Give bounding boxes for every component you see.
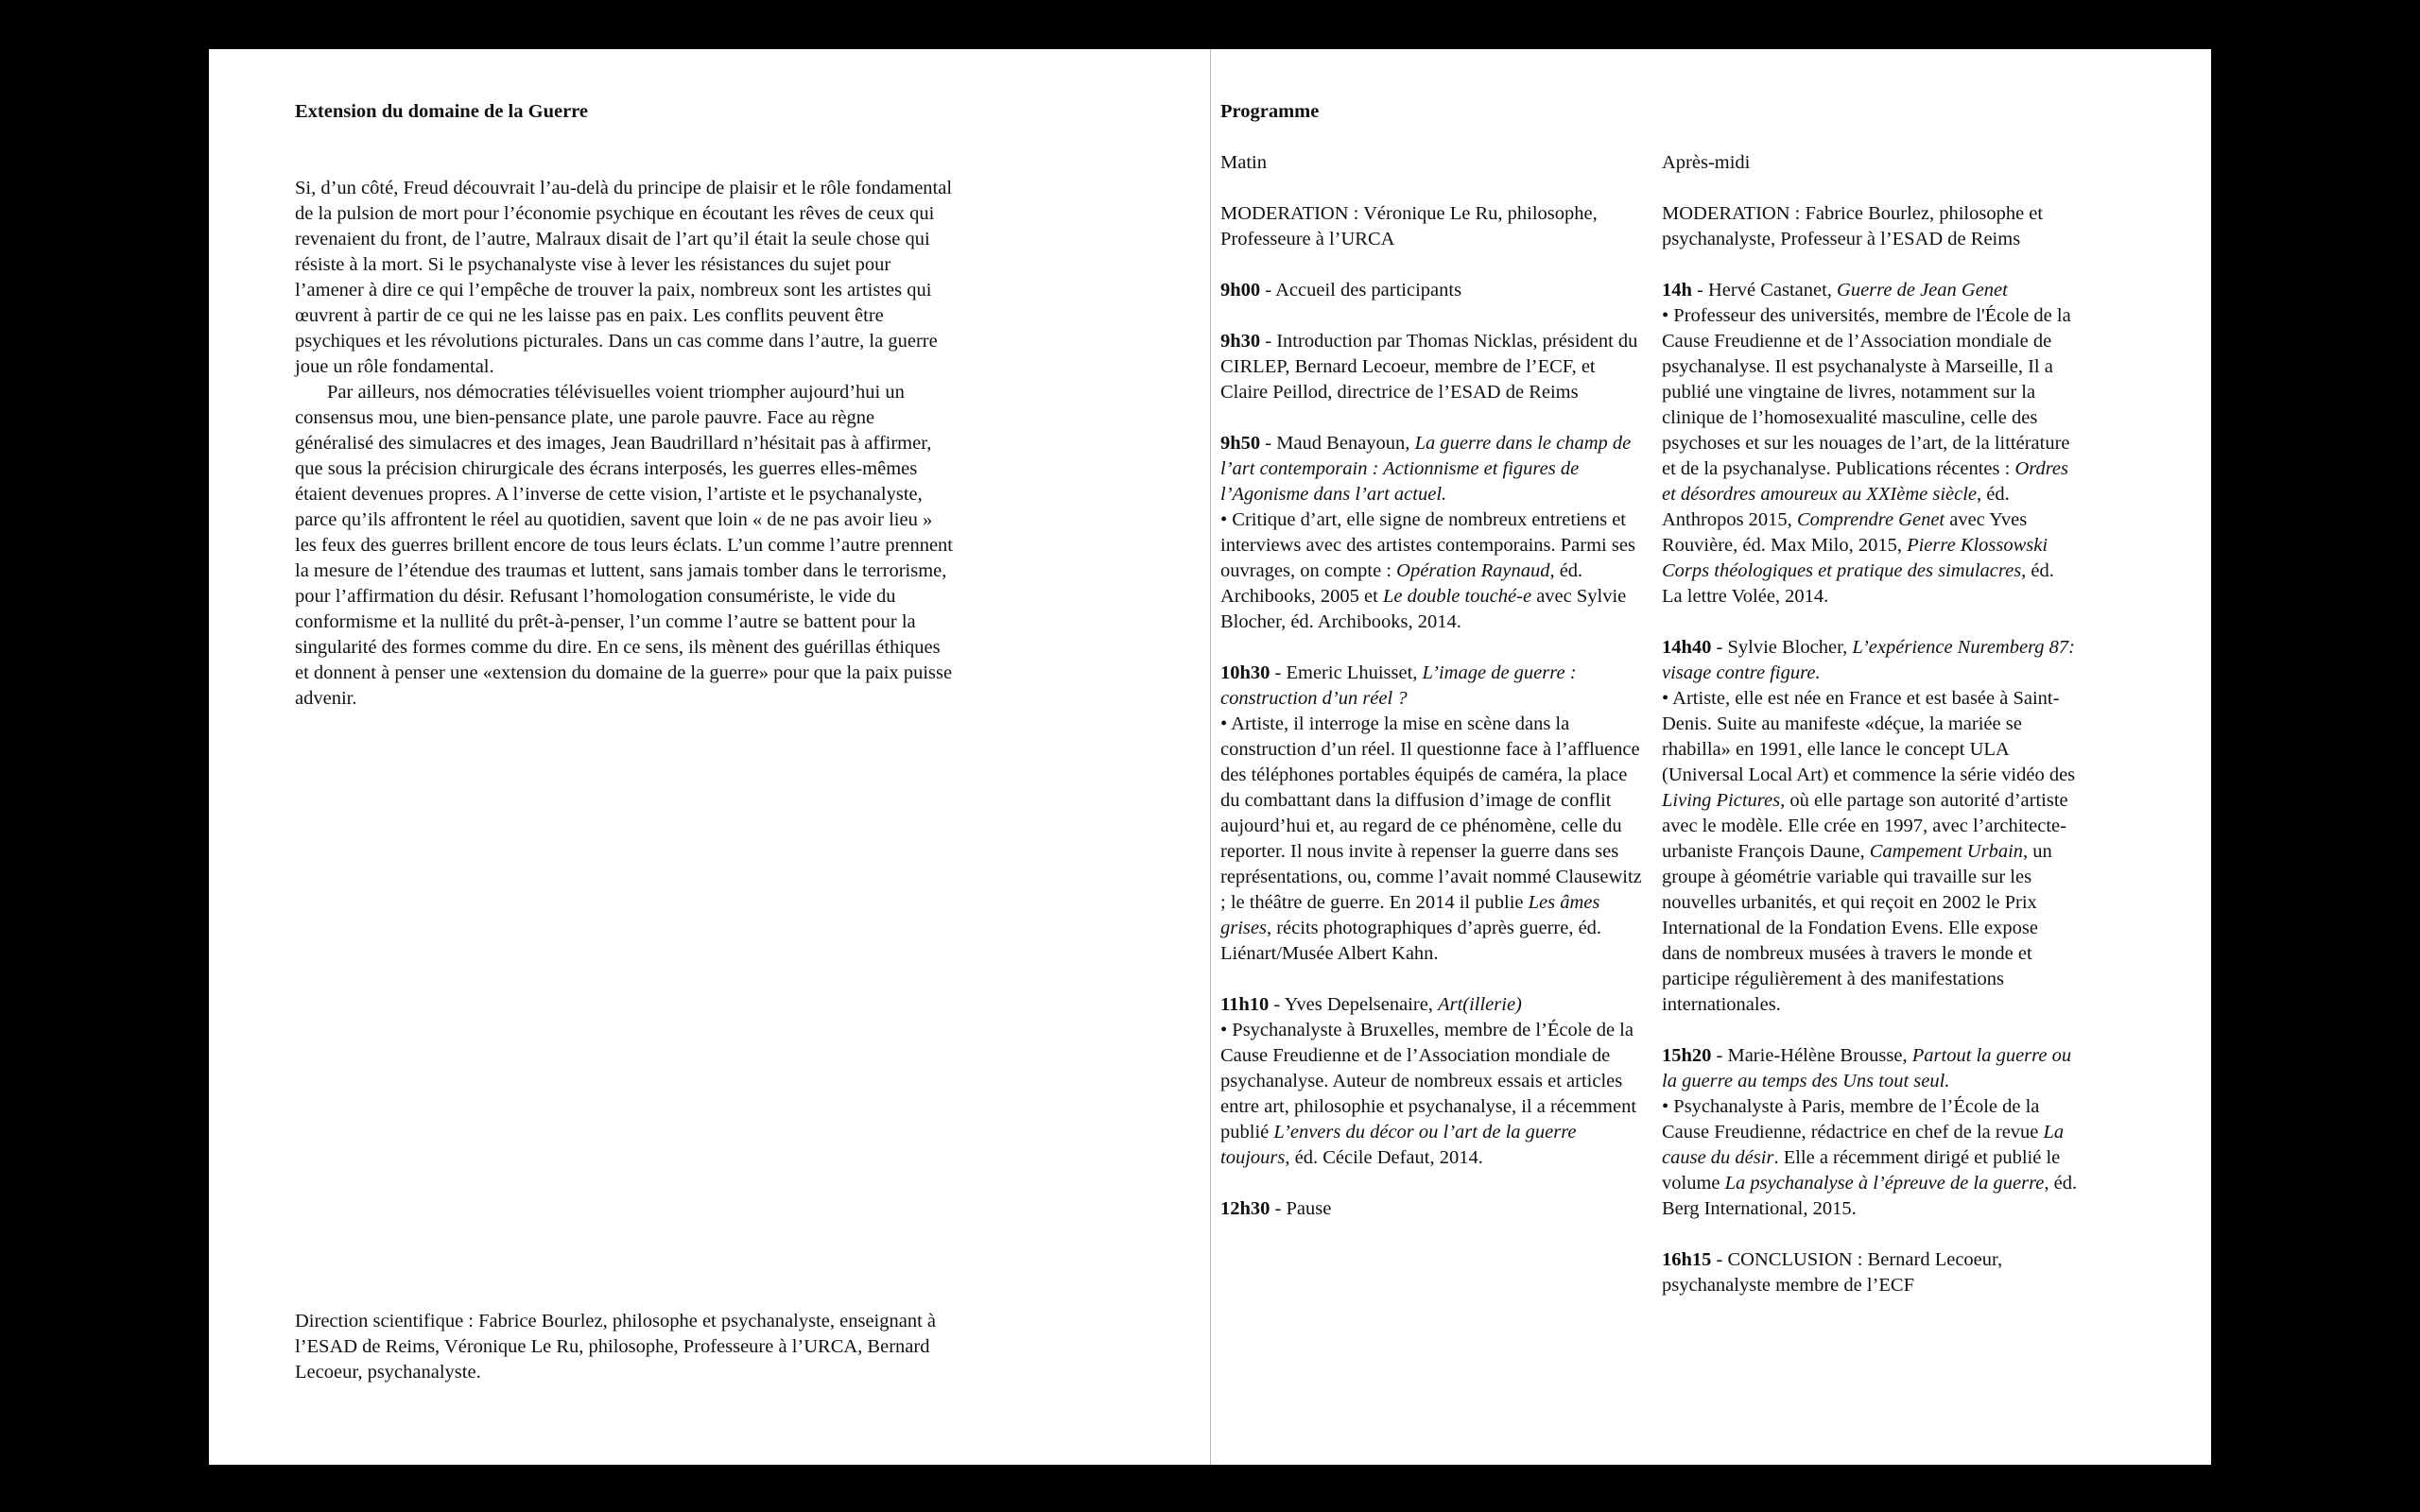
- afternoon-heading: Après-midi: [1662, 152, 1751, 173]
- intro-text: [295, 176, 957, 712]
- session-item: [1662, 1043, 2078, 1222]
- bio-text: , un groupe à géométrie variable qui travaille sur les nouvelles urbanités, et qui reçoit en 2002 le Prix International de la Fondation Evens. Elle expose dans de nombreux musées à travers le monde et participe régulièrement à des manifestations internationales.: [1662, 841, 2052, 1015]
- session-time: 9h00: [1220, 280, 1261, 301]
- session-separator: -: [1270, 1198, 1287, 1219]
- session-separator: -: [1269, 994, 1285, 1015]
- session-separator: -: [1270, 662, 1287, 683]
- session-bio: [1662, 686, 2078, 1018]
- bio-italic: Ordres et désordres amoureux au XXIème siècle: [1662, 458, 2069, 505]
- session-time: 12h30: [1220, 1198, 1270, 1219]
- page-title: Extension du domaine de la Guerre: [295, 101, 588, 122]
- bio-text: . Elle a récemment dirigé et publié le volume: [1662, 1147, 2061, 1194]
- morning-column: [1220, 150, 1646, 1247]
- session-time: 14h40: [1662, 637, 1712, 658]
- bio-text: • Critique d’art, elle signe de nombreux entretiens et interviews avec des artistes contemporains. Parmi ses ouvrages, on compte :: [1220, 509, 1635, 581]
- session-item: [1220, 329, 1646, 405]
- session-separator: -: [1260, 433, 1277, 454]
- left-page: [209, 49, 1210, 1465]
- bio-text: • Artiste, elle est née en France et est basée à Saint-Denis. Suite au manifeste «déçue, la mariée se rhabilla» en 1991, elle lance le concept ULA (Universal Local Art) et commence la série vidéo des: [1662, 688, 2076, 785]
- bio-text: , éd. Anthropos 2015,: [1662, 484, 2010, 530]
- session-separator: -: [1691, 280, 1708, 301]
- session-bio: [1662, 1094, 2078, 1222]
- session-speaker: Hervé Castanet,: [1707, 280, 1838, 301]
- session-time: 15h20: [1662, 1045, 1712, 1066]
- session-speaker: Sylvie Blocher,: [1727, 637, 1853, 658]
- session-time: 9h50: [1220, 433, 1261, 454]
- bio-italic: Campement Urbain: [1869, 841, 2024, 862]
- session-bio: [1220, 712, 1646, 967]
- session-time: 9h30: [1220, 331, 1261, 352]
- afternoon-sessions: [1662, 278, 2078, 1298]
- bio-text: • Artiste, il interroge la mise en scène dans la construction d’un réel. Il questionne face à l’affluence des téléphones portables équipés de caméra, la place du combattant dans la diffusion d’image de conflit aujourd’hui et, au regard de ce phénomène, celle du reporter. Il nous invite à repenser la guerre dans ses représentations, ou, comme l’avait nommé Clausewitz ; le théâtre de guerre. En 2014 il publie: [1220, 713, 1642, 913]
- session-speaker: Pause: [1286, 1198, 1332, 1219]
- bio-italic: Les âmes grises: [1220, 892, 1600, 938]
- right-page: [1211, 49, 2211, 1465]
- session-separator: -: [1260, 331, 1277, 352]
- session-item: [1662, 1247, 2078, 1298]
- bio-italic: Comprendre Genet: [1796, 509, 1945, 530]
- session-speaker: Introduction par Thomas Nicklas, président du CIRLEP, Bernard Lecoeur, membre de l’ECF, et Claire Peillod, directrice de l’ESAD de Reims: [1220, 331, 1638, 403]
- scientific-direction: Direction scientifique : Fabrice Bourlez, philosophe et psychanalyste, enseignant à l’ESAD de Reims, Véronique Le Ru, philosophe, Professeure à l’URCA, Bernard Lecoeur, psychanalyste.: [295, 1311, 937, 1383]
- session-separator: -: [1711, 1249, 1728, 1270]
- programme-title: Programme: [1220, 101, 1320, 122]
- session-item: [1220, 661, 1646, 967]
- bio-italic: Living Pictures: [1662, 790, 1781, 811]
- bio-text: , éd. Berg International, 2015.: [1662, 1173, 2078, 1219]
- bio-italic: L’envers du décor ou l’art de la guerre toujours: [1220, 1122, 1577, 1168]
- session-time: 16h15: [1662, 1249, 1712, 1270]
- session-speaker: Yves Depelsenaire,: [1284, 994, 1439, 1015]
- session-bio: [1220, 507, 1646, 635]
- session-item: [1662, 278, 2078, 610]
- session-speaker: CONCLUSION : Bernard Lecoeur, psychanalyste membre de l’ECF: [1662, 1249, 2003, 1296]
- bio-italic: Opération Raynaud: [1396, 560, 1550, 581]
- brochure-spread: [209, 49, 2211, 1465]
- morning-sessions: [1220, 278, 1646, 1222]
- session-speaker: Maud Benayoun,: [1276, 433, 1415, 454]
- bio-text: , récits photographiques d’après guerre, éd. Liénart/Musée Albert Kahn.: [1220, 918, 1602, 964]
- session-time: 14h: [1662, 280, 1692, 301]
- bio-text: avec Yves Rouvière, éd. Max Milo, 2015,: [1662, 509, 2028, 556]
- session-item: [1220, 278, 1646, 303]
- session-talk-title: L’expérience Nuremberg 87: visage contre figure.: [1662, 637, 2075, 683]
- session-item: [1662, 635, 2078, 1018]
- session-speaker: Marie-Hélène Brousse,: [1727, 1045, 1912, 1066]
- bio-text: , éd. Cécile Defaut, 2014.: [1285, 1147, 1483, 1168]
- session-item: [1220, 431, 1646, 635]
- session-separator: -: [1711, 637, 1728, 658]
- bio-text: avec Sylvie Blocher, éd. Archibooks, 2014.: [1220, 586, 1627, 632]
- session-talk-title: Guerre de Jean Genet: [1837, 280, 2008, 301]
- session-item: [1220, 992, 1646, 1171]
- session-talk-title: Partout la guerre ou la guerre au temps des Uns tout seul.: [1662, 1045, 2072, 1091]
- bio-italic: La psychanalyse à l’épreuve de la guerre: [1724, 1173, 2045, 1194]
- session-bio: [1220, 1018, 1646, 1171]
- session-time: 11h10: [1220, 994, 1270, 1015]
- afternoon-moderation: MODERATION : Fabrice Bourlez, philosophe et psychanalyste, Professeur à l’ESAD de Reims: [1662, 203, 2044, 249]
- session-talk-title: L’image de guerre : construction d’un réel ?: [1220, 662, 1577, 709]
- bio-text: • Professeur des universités, membre de l'École de la Cause Freudienne et de l’Association mondiale de psychanalyse. Il est psychanalyste à Marseille, Il a publié une vingtaine de livres, notamment sur la clinique de l’homosexualité masculine, celle des psychoses et sur les nouages de l’art, de la littérature et de la psychanalyse. Publications récentes :: [1662, 305, 2071, 479]
- session-separator: -: [1711, 1045, 1728, 1066]
- session-talk-title: La guerre dans le champ de l’art contemporain : Actionnisme et figures de l’Agonisme dans l’art actuel.: [1220, 433, 1632, 505]
- morning-moderation: MODERATION : Véronique Le Ru, philosophe, Professeure à l’URCA: [1220, 203, 1598, 249]
- bio-text: , éd. La lettre Volée, 2014.: [1662, 560, 2054, 607]
- session-speaker: Accueil des participants: [1275, 280, 1462, 301]
- session-talk-title: Art(illerie): [1438, 994, 1522, 1015]
- bio-text: • Psychanalyste à Paris, membre de l’École de la Cause Freudienne, rédactrice en chef de la revue: [1662, 1096, 2044, 1143]
- bio-italic: Le double touché-e: [1382, 586, 1532, 607]
- session-item: [1220, 1196, 1646, 1222]
- intro-paragraph: Par ailleurs, nos démocraties télévisuelles voient triompher aujourd’hui un consensus mou, une bien-pensance plate, une parole pauvre. Face au règne généralisé des simulacres et des images, Jean Baudrillard n’hésitait pas à affirmer, que sous la précision chirurgicale des écrans interposés, les guerres elles-mêmes étaient devenues propres. A l’inverse de cette vision, l’artiste et le psychanalyste, parce qu’ils affrontent le réel au quotidien, savent que loin « de ne pas avoir lieu » les feux des guerres brillent encore de tous leurs éclats. L’un comme l’autre prennent la mesure de l’étendue des traumas et luttent, sans jamais tomber dans le terrorisme, pour l’affirmation du désir. Refusant l’homologation consumériste, le vide du conformisme et la nullité du prêt-à-penser, l’un comme l’autre se battent pour la singularité des formes comme du dire. En ce sens, ils mènent des guérillas éthiques et donnent à penser une «extension du domaine de la guerre» pour que la paix puisse advenir.: [295, 382, 953, 709]
- bio-text: • Psychanalyste à Bruxelles, membre de l’École de la Cause Freudienne et de l’Association mondiale de psychanalyse. Auteur de nombreux essais et articles entre art, philosophie et psychanalyse, il a récemment publié: [1220, 1020, 1637, 1143]
- intro-paragraph: Si, d’un côté, Freud découvrait l’au-delà du principe de plaisir et le rôle fondamental de la pulsion de mort pour l’économie psychique en écoutant les rêves de ceux qui revenaient du front, de l’autre, Malraux disait de l’art qu’il était la seule chose qui résiste à la mort. Si le psychanalyste vise à lever les résistances du sujet pour l’amener à dire ce qui l’empêche de trouver la paix, nombreux sont les artistes qui œuvrent à partir de ce qui ne les laisse pas en paix. Les conflits peuvent être psychiques et les révolutions picturales. Dans un cas comme dans l’autre, la guerre joue un rôle fondamental.: [295, 178, 953, 377]
- bio-text: , où elle partage son autorité d’artiste avec le modèle. Elle crée en 1997, avec l’architecte-urbaniste François Daune,: [1662, 790, 2068, 862]
- bio-text: , éd. Archibooks, 2005 et: [1220, 560, 1583, 607]
- morning-heading: Matin: [1220, 152, 1267, 173]
- session-bio: [1662, 303, 2078, 610]
- afternoon-column: [1662, 150, 2078, 1324]
- session-time: 10h30: [1220, 662, 1270, 683]
- bio-italic: Pierre Klossowski Corps théologiques et pratique des simulacres: [1662, 535, 2048, 581]
- bio-italic: La cause du désir: [1662, 1122, 2065, 1168]
- session-speaker: Emeric Lhuisset,: [1286, 662, 1423, 683]
- session-separator: -: [1260, 280, 1276, 301]
